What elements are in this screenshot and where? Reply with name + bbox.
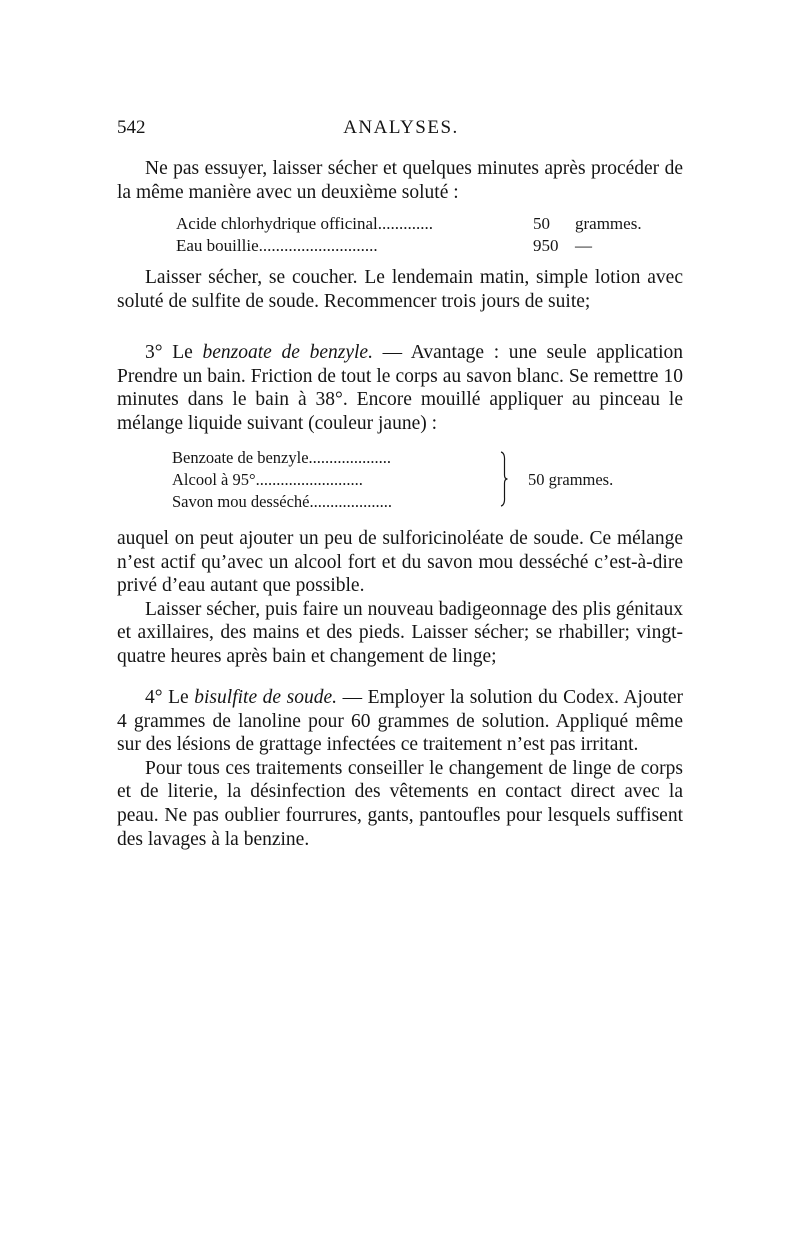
paragraph-bisulfite	[117, 686, 683, 851]
section-body: — Employer la solution du Codex. Ajouter 4 grammes de lanoline pour 60 grammes de solution. Appliqué même sur des lésions de grattage infectées ce traitement n’est pas irritant.	[117, 687, 684, 756]
paragraph-benzoate	[117, 341, 683, 435]
paragraph-text	[117, 686, 683, 757]
paragraph-text	[117, 341, 683, 435]
paragraph-lotion	[117, 266, 683, 313]
section-number: 4°	[145, 687, 163, 708]
section-title: benzoate de benzyle.	[202, 342, 373, 363]
shared-quantity: 50 grammes.	[528, 470, 614, 489]
paragraph-text: Pour tous ces traitements conseiller le changement de linge de corps et de literie, la désinfection des vêtements en contact direct avec la peau. Ne pas oublier fourrures, gants, pantoufles pour lesquels suffisent des lavages à la benzine.	[117, 757, 683, 850]
recipe-row	[172, 447, 642, 469]
ingredient-name: Acide chlorhydrique officinal.............	[176, 214, 433, 233]
recipe-table-hydrochloric	[176, 213, 646, 257]
recipe-row	[176, 235, 646, 257]
paragraph-mixture	[117, 527, 683, 669]
section-title: bisulfite de soude.	[194, 687, 337, 708]
paragraph-intro	[117, 157, 683, 204]
ingredient-name: Alcool à 95°..........................	[172, 470, 363, 489]
paragraph-text: Laisser sécher, puis faire un nouveau badigeonnage des plis génitaux et axillaires, des mains et des pieds. Laisser sécher; se rhabiller; vingt-quatre heures après bain et changement de linge;	[117, 598, 683, 667]
section-article: Le	[168, 687, 189, 708]
ingredient-name: Savon mou desséché....................	[172, 492, 392, 511]
ingredient-name: Eau bouillie............................	[176, 236, 378, 255]
paragraph-text: Laisser sécher, se coucher. Le lendemain matin, simple lotion avec soluté de sulfite de soude. Recommencer trois jours de suite;	[117, 267, 683, 312]
ingredient-quantity: 50	[533, 214, 550, 233]
right-brace-icon	[500, 451, 508, 507]
paragraph-text: Ne pas essuyer, laisser sécher et quelques minutes après procéder de la même manière avec un deuxième soluté :	[117, 158, 683, 203]
running-title: ANALYSES.	[343, 117, 459, 138]
paragraph-text: auquel on peut ajouter un peu de sulforicinoléate de soude. Ce mélange n’est actif qu’avec un alcool fort et du savon mou desséché c’est-à-dire privé d’eau autant que possible.	[117, 528, 683, 597]
recipe-row	[176, 213, 646, 235]
ingredient-name: Benzoate de benzyle....................	[172, 448, 392, 467]
ingredient-unit: grammes.	[575, 214, 642, 233]
ingredient-quantity: 950	[533, 236, 559, 255]
section-article: Le	[172, 342, 193, 363]
ingredient-unit: —	[575, 236, 592, 255]
recipe-row	[172, 491, 642, 513]
section-number: 3°	[145, 342, 163, 363]
recipe-table-benzoate	[172, 447, 642, 513]
page-number: 542	[117, 117, 146, 138]
running-header	[117, 117, 685, 143]
section-body: — Avantage : une seule application Prendre un bain. Friction de tout le corps au savon blanc. Se remettre 10 minutes dans le bain à 38°. Encore mouillé appliquer au pinceau le mélange liquide suivant (couleur jaune) :	[117, 342, 684, 434]
